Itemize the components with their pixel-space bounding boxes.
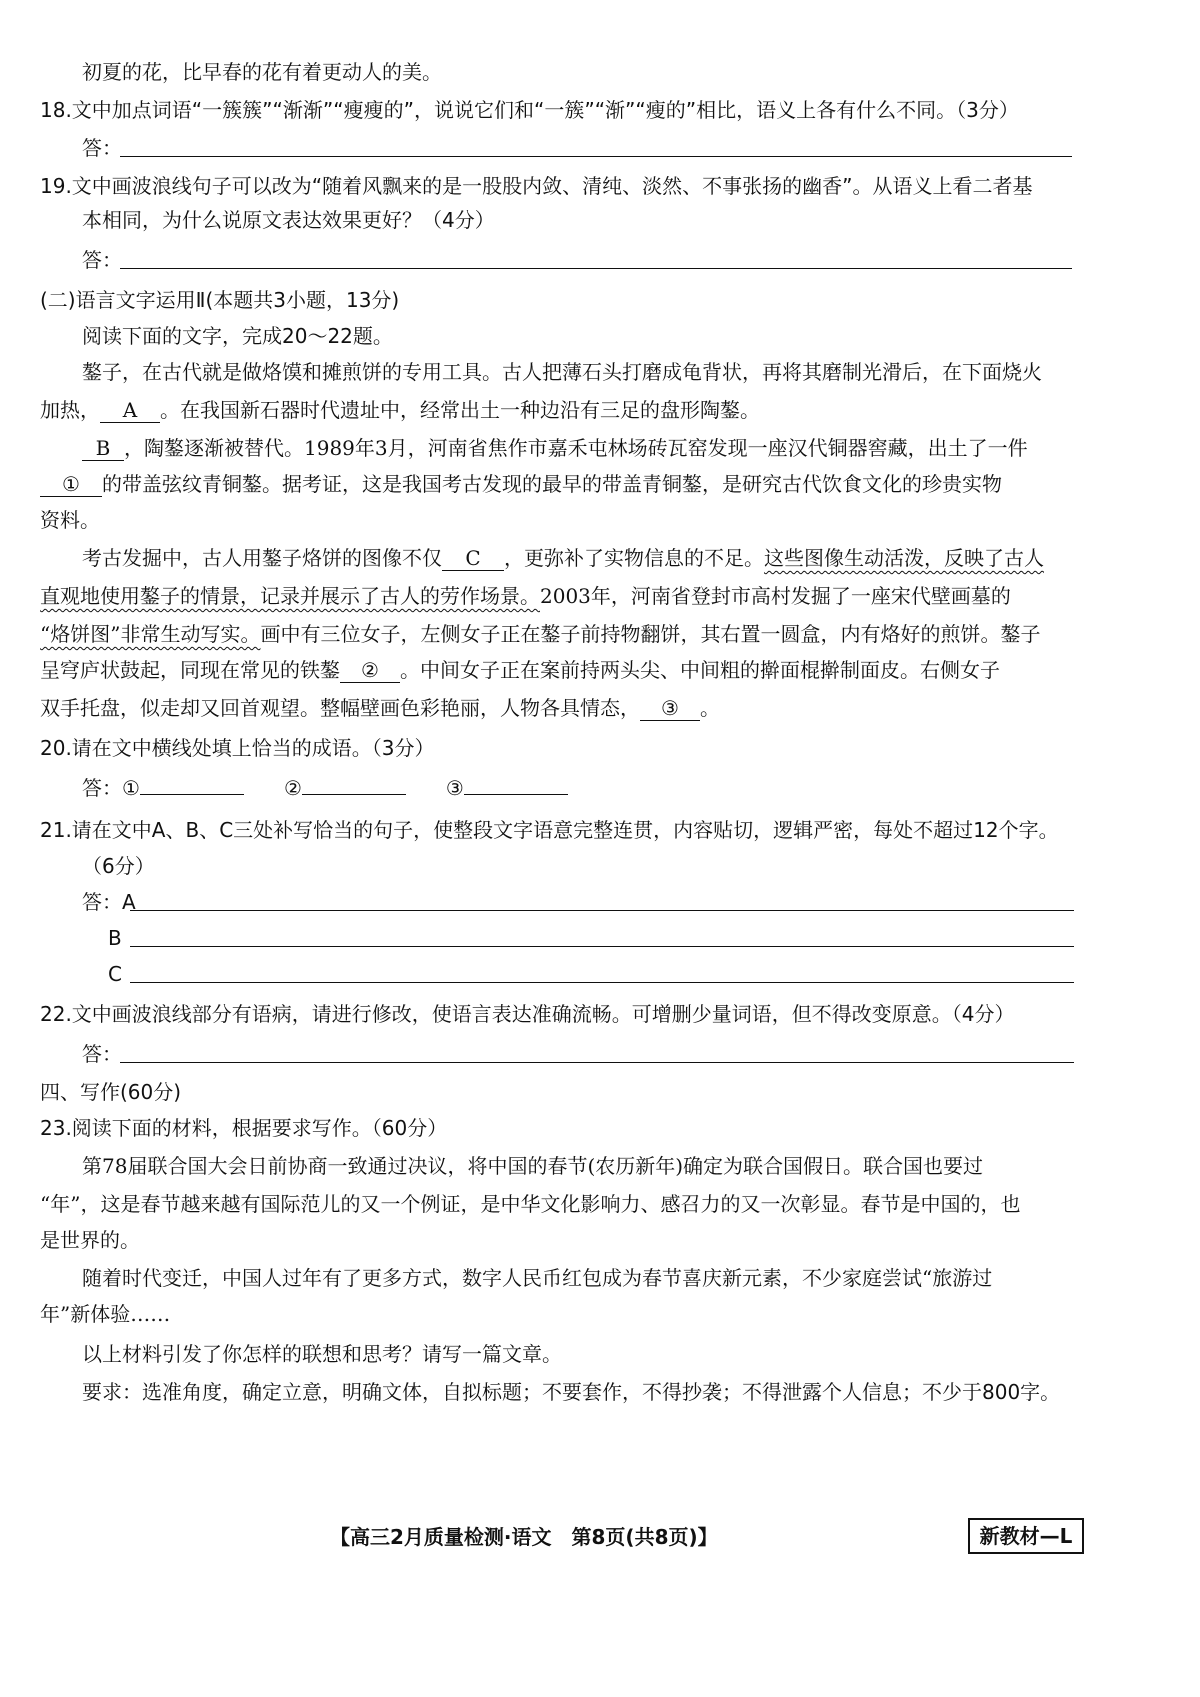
passage-p1-line1: 鏊子，在古代就是做烙馍和摊煎饼的专用工具。古人把薄石头打磨成龟背状，再将其磨制光滑后，在下面烧火 [82,360,1042,384]
passage-text: 考古发掘中，古人用鏊子烙饼的图像不仅 [82,546,442,570]
q23-prompt: 以上材料引发了你怎样的联想和思考？请写一篇文章。 [82,1342,562,1366]
passage-text: 2003年，河南省登封市高村发掘了一座宋代壁画墓的 [540,584,1011,608]
passage-p3-line1 [82,544,1044,572]
q23-requirements: 要求：选准角度，确定立意，明确文体，自拟标题；不要套作，不得抄袭；不得泄露个人信息；不少于800字。 [82,1380,1061,1404]
wavy-underlined-text: “烙饼图”非常生动写实。 [40,622,261,646]
q18-answer-line[interactable] [120,156,1072,157]
q21-label-C: C [108,962,122,986]
q18-question: 18.文中加点词语“一簇簇”“渐渐”“瘦瘦的”，说说它们和“一簇”“渐”“瘦的”相比，语义上各有什么不同。（3分） [40,98,1019,122]
blank-2: ② [340,658,400,683]
passage-p2-line1 [82,434,1028,462]
q23-material-line1: 第78届联合国大会日前协商一致通过决议，将中国的春节(农历新年)确定为联合国假日。联合国也要过 [82,1154,984,1178]
q19-answer-line[interactable] [120,268,1072,269]
page-footer: 【高三2月质量检测·语文 第8页(共8页)】 [330,1525,718,1549]
passage-text: ，更弥补了实物信息的不足。 [504,546,764,570]
passage-p1-line2 [40,396,760,424]
q20-blank-label-1: ① [122,776,140,800]
q20-answer-blank-2[interactable] [302,794,406,795]
passage-p3-line5 [40,694,720,722]
blank-A: A [100,398,160,423]
q21-answer-line-A[interactable] [130,910,1074,911]
passage-p3-line2 [40,582,1011,610]
q21-points: （6分） [82,854,155,878]
q23-question: 23.阅读下面的材料，根据要求写作。（60分） [40,1116,448,1140]
q20-question: 20.请在文中横线处填上恰当的成语。（3分） [40,736,435,760]
edition-badge: 新教材—L [968,1518,1084,1554]
blank-C: C [442,546,504,571]
q23-material-line4: 随着时代变迁，中国人过年有了更多方式，数字人民币红包成为春节喜庆新元素，不少家庭尝试“旅游过 [82,1266,993,1290]
q23-material-line2: “年”，这是春节越来越有国际范儿的又一个例证，是中华文化影响力、感召力的又一次彰显。春节是中国的，也 [40,1192,1021,1216]
q21-label-B: B [108,926,122,950]
passage-text: 画中有三位女子，左侧女子正在鏊子前持物翻饼，其右置一圆盒，内有烙好的煎饼。鏊子 [260,622,1041,646]
blank-3: ③ [640,696,700,721]
wavy-underlined-text: 直观地使用鏊子的情景，记录并展示了古人的劳作场景。 [40,584,540,608]
q18-answer-label: 答： [82,136,122,160]
q19-question-line2: 本相同，为什么说原文表达效果更好？（4分） [82,208,495,232]
passage-text: 。在我国新石器时代遗址中，经常出土一种边沿有三足的盘形陶鏊。 [160,398,760,422]
section-2-heading: (二)语言文字运用Ⅱ(本题共3小题，13分) [40,288,400,312]
q23-material-line5: 年”新体验…… [40,1302,171,1326]
q22-question: 22.文中画波浪线部分有语病，请进行修改，使语言表达准确流畅。可增删少量词语，但不得改变原意。（4分） [40,1002,1015,1026]
q20-blank-label-3: ③ [445,776,464,800]
passage-text: 的带盖弦纹青铜鏊。据考证，这是我国考古发现的最早的带盖青铜鏊，是研究古代饮食文化的珍贵实物 [102,472,1002,496]
blank-B: B [82,436,124,461]
q21-answer-label [82,888,136,916]
passage-p3-line4 [40,656,1000,684]
q23-material-line3: 是世界的。 [40,1228,140,1252]
q19-question-line1: 19.文中画波浪线句子可以改为“随着风飘来的是一股股内敛、清纯、淡然、不事张扬的幽香”。从语义上看二者基 [40,174,1033,198]
passage-text: 双手托盘，似走却又回首观望。整幅壁画色彩艳丽，人物各具情态， [40,696,640,720]
q17-tail-text: 初夏的花，比早春的花有着更动人的美。 [82,60,442,84]
passage-text: 呈穹庐状鼓起，同现在常见的铁鏊 [40,658,340,682]
q20-answer-blank-1[interactable] [140,794,244,795]
passage-p2-line2 [40,470,1002,498]
q21-answer-line-C[interactable] [130,982,1074,983]
passage-text: ，陶鏊逐渐被替代。1989年3月，河南省焦作市嘉禾屯林场砖瓦窑发现一座汉代铜器窖藏，出土了一件 [124,436,1028,460]
q20-blank-label-2: ② [283,776,302,800]
wavy-underlined-text: 这些图像生动活泼，反映了古人 [764,546,1044,570]
section-4-heading: 四、写作(60分) [40,1080,182,1104]
answer-label: 答： [82,890,122,914]
passage-p2-line3: 资料。 [40,508,100,532]
q22-answer-line[interactable] [120,1062,1074,1063]
q22-answer-label: 答： [82,1042,122,1066]
q21-label-A: A [122,890,136,914]
q19-answer-label: 答： [82,248,122,272]
q20-answers [82,774,568,802]
passage-text: 。中间女子正在案前持两头尖、中间粗的擀面棍擀制面皮。右侧女子 [400,658,1000,682]
passage-p3-line3 [40,620,1040,648]
passage-text: 。 [700,696,720,720]
section-2-intro: 阅读下面的文字，完成20～22题。 [82,324,393,348]
q21-answer-line-B[interactable] [130,946,1074,947]
q21-question: 21.请在文中A、B、C三处补写恰当的句子，使整段文字语意完整连贯，内容贴切，逻辑严密，每处不超过12个字。 [40,818,1059,842]
q20-answer-blank-3[interactable] [464,794,568,795]
q20-answer-label: 答： [82,776,122,800]
passage-text: 加热， [40,398,100,422]
blank-1: ① [40,472,102,497]
